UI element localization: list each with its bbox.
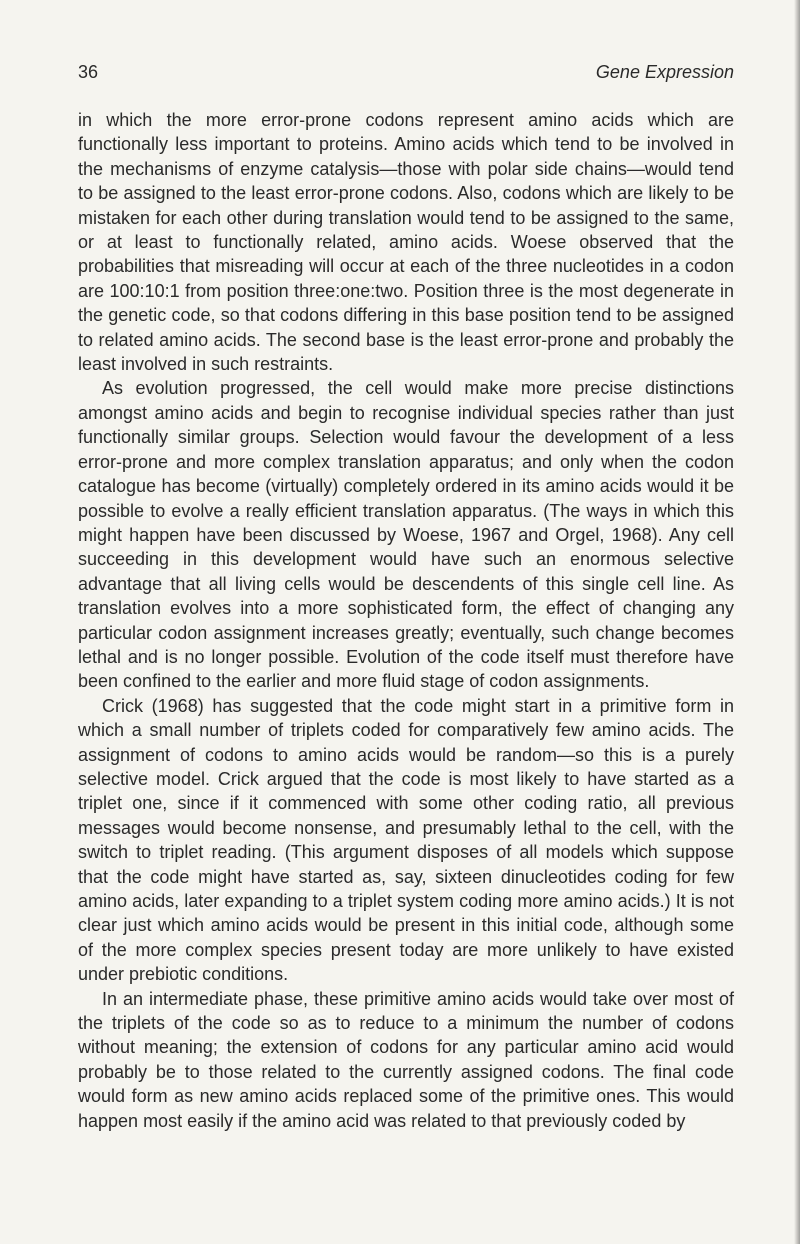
running-title: Gene Expression [595, 62, 734, 82]
paragraph: As evolution progressed, the cell would make more precise distinctions amongst amino acids and begin to recognise individual species rather than just functionally similar groups. Selection would favour the development of a less error-prone and more complex translation apparatus; and only when the codon catalogue has become (virtually) completely ordered in its amino acids would it be possible to evolve a really efficient translation apparatus. (The ways in which this might happen have been discussed by Woese, 1967 and Orgel, 1968). Any cell succeeding in this development would have such an enormous selective advantage that all living cells would be descendents of this single cell line. As translation evolves into a more sophisticated form, the effect of changing any particular codon assignment increases greatly; eventually, such change becomes lethal and is no longer possible. Evolution of the code itself must therefore have been confined to the earlier and more fluid stage of codon assignments. [78, 378, 734, 692]
body-text [78, 108, 734, 1133]
paragraph: Crick (1968) has suggested that the code might start in a primitive form in which a small number of triplets coded for comparatively few amino acids. The assignment of codons to amino acids would be random—so this is a purely selective model. Crick argued that the code is most likely to have started as a triplet one, since if it commenced with some other coding ratio, all previous messages would become nonsense, and presumably lethal to the cell, with the switch to triplet reading. (This argument disposes of all models which suppose that the code might have started as, say, sixteen dinucleotides coding for few amino acids, later expanding to a triplet system coding more amino acids.) It is not clear just which amino acids would be present in this initial code, although some of the more complex species present today are more unlikely to have existed under prebiotic conditions. [78, 695, 734, 985]
page-edge-shadow [794, 0, 800, 1244]
paragraph: In an intermediate phase, these primitive amino acids would take over most of the triplets of the code so as to reduce to a minimum the number of codons without meaning; the extension of codons for any particular amino acid would probably be to those related to the currently assigned codons. The final code would form as new amino acids replaced some of the primitive ones. This would happen most easily if the amino acid was related to that previously coded by [78, 988, 734, 1131]
paragraph: in which the more error-prone codons represent amino acids which are functionally less important to proteins. Amino acids which tend to be involved in the mechanisms of enzyme catalysis—those with polar side chains—would tend to be assigned to the least error-prone codons. Also, codons which are likely to be mistaken for each other during translation would tend to be assigned to the same, or at least to functionally related, amino acids. Woese observed that the probabilities that misreading will occur at each of the three nucleotides in a codon are 100:10:1 from position three:one:two. Position three is the most degenerate in the genetic code, so that codons differing in this base position tend to be assigned to related amino acids. The second base is the least error-prone and probably the least involved in such restraints. [78, 110, 734, 375]
page-header [78, 62, 734, 90]
page-number: 36 [78, 62, 99, 82]
